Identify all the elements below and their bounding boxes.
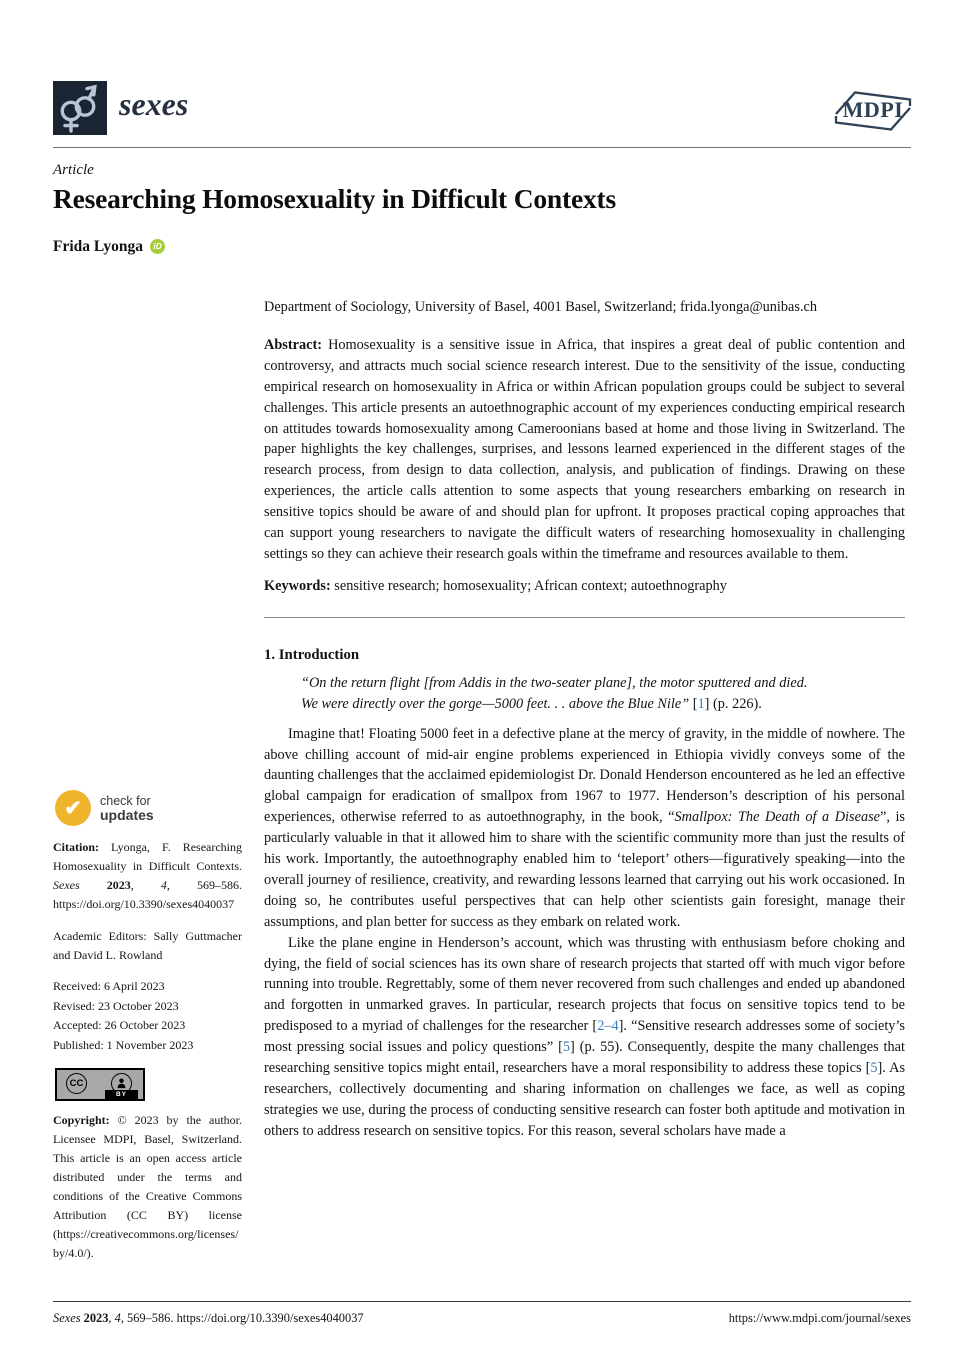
cc-by-license-badge[interactable] bbox=[55, 1068, 145, 1101]
mdpi-wordmark: MDPI bbox=[842, 97, 904, 122]
crossmark-label bbox=[100, 794, 154, 823]
page-footer bbox=[53, 1301, 911, 1326]
copyright-block bbox=[53, 1111, 242, 1262]
copyright-label: Copyright: bbox=[53, 1113, 110, 1128]
text-run: ]. As researchers, collectively documenting and sharing information on challenges we face, as well as coping strategies we use, during the process of conducting sensitive research can foster both aptitude and motivation in others to address research on sensitive topics. For this reason, several scholars have made a bbox=[264, 1060, 906, 1139]
journal-name: sexes bbox=[119, 86, 189, 122]
header-rule bbox=[53, 147, 911, 148]
keywords bbox=[264, 576, 905, 597]
date-published-value: 1 November 2023 bbox=[106, 1037, 194, 1052]
text-run: “On the return flight [from Addis in the two-seater plane], the motor sputtered and died. bbox=[301, 674, 808, 691]
text-run: Like the plane engine in Henderson’s account, which was thrusting with enthusiasm before choking and dying, the field of social sciences has its own share of research projects that started off with much vigor before running into trouble. Regrettably, some of them never recovered from such challenges and ended up abandoned and forgotten in unmarked graves. In particular, research projects that focus on sensitive topics tend to be predisposed to a myriad of challenges for the researcher [ bbox=[264, 934, 905, 1035]
inline-link[interactable]: https://doi.org/10.3390/sexes4040037 bbox=[53, 896, 235, 911]
citation-block bbox=[53, 838, 242, 914]
reference-link[interactable]: 1 bbox=[697, 695, 705, 712]
text-run: [ bbox=[692, 695, 698, 712]
text-run: 2023 bbox=[83, 1311, 109, 1325]
text-run: © 2023 by the author. Licensee MDPI, Basel, Switzerland. This article is an open access article distributed under the terms and conditions of the Creative Commons Attribution (CC BY) license ( bbox=[53, 1113, 243, 1241]
citation-label: Citation: bbox=[53, 840, 99, 854]
text-run: ] (p. 55). Consequently, despite the many challenges that researching sensitive topics might entail, researchers have a moral responsibility to address these topics [ bbox=[264, 1039, 905, 1077]
affiliation bbox=[264, 297, 905, 318]
academic-editors-block bbox=[53, 927, 242, 965]
author-line bbox=[53, 238, 165, 256]
date-revised-label: Revised: bbox=[53, 998, 95, 1013]
text-run: 2023 bbox=[106, 877, 131, 892]
text-run: ] (p. 226). bbox=[704, 695, 762, 712]
text-run: 4 bbox=[160, 877, 167, 892]
crossmark-label-line1: check for bbox=[100, 793, 151, 808]
intro-paragraph-2 bbox=[264, 933, 905, 1142]
date-received-label: Received: bbox=[53, 979, 101, 994]
text-run: ”, is particularly valuable in that it allowed him to share with the scientific community more than just the results of his work. Importantly, the autoethnography enabled him to ‘teleport’ others—figuratively speaking—into the overall journey of resilience, creativity, and rewarding lessons learned that carrying out his work occasioned. In doing so, he contributes useful perspectives that can help other scientists gain foresight, manage their assumptions, and plan better for success as they embark on related work. bbox=[264, 809, 905, 930]
inline-link[interactable]: https://doi.org/10.3390/sexes4040037 bbox=[176, 1311, 364, 1325]
article-type-label: Article bbox=[53, 162, 94, 178]
section-divider bbox=[264, 617, 905, 618]
date-accepted bbox=[53, 1016, 242, 1036]
copyright-text bbox=[53, 1113, 242, 1259]
text-run: Department of Sociology, University of Basel, 4001 Basel, Switzerland; bbox=[264, 299, 680, 315]
abstract bbox=[264, 335, 905, 565]
gender-symbols-icon bbox=[53, 81, 107, 135]
date-revised-value: 23 October 2023 bbox=[98, 998, 179, 1013]
text-run: , bbox=[130, 877, 161, 892]
introduction-heading: 1. Introduction bbox=[264, 646, 360, 663]
text-run: , 569–586. bbox=[166, 877, 243, 892]
text-run: ]. “Sensitive research addresses some of society’s most pressing social issues and policy questions” [ bbox=[264, 1018, 905, 1056]
date-published bbox=[53, 1036, 242, 1056]
date-accepted-label: Accepted: bbox=[53, 1018, 102, 1033]
text-run: Sexes bbox=[53, 1311, 84, 1325]
abstract-text: Homosexuality is a sensitive issue in Africa, that inspires a great deal of public contention and controversy, and attracts much social science research interest. Due to the sensitivity of the issue, conducting empirical research on homosexuality in Africa or within African population groups could be subject to several challenges. This article presents an autoethnographic account of my experiences conducting empirical research on attitudes towards homosexuality among Cameroonians based at home and those living in Switzerland. The paper highlights the key challenges, surprises, and lessons learned experienced in the different stages of the research process, from design to data collection, analysis, and publication of findings. Drawing on these experiences, the article calls attention to some aspects that young researchers embarking on research in sensitive topics should be aware of and should plan for upfront. It proposes practical coping approaches that can support young researchers to navigate the difficult waters of researching homosexuality in challenging settings so they can achieve their research goals within the timeframe and resources available to them. bbox=[264, 336, 905, 562]
article-title: Researching Homosexuality in Difficult Contexts bbox=[53, 183, 616, 214]
crossmark-check-icon: ✔ bbox=[55, 790, 91, 826]
crossmark-label-line2: updates bbox=[100, 807, 154, 823]
date-received bbox=[53, 977, 242, 997]
text-run: We were directly over the gorge—5000 feet. . . above the Blue Nile” bbox=[301, 695, 693, 712]
editors-names: Sally Guttmacher and David L. Rowland bbox=[53, 928, 242, 962]
reference-link[interactable]: 2–4 bbox=[597, 1018, 619, 1035]
date-published-label: Published: bbox=[53, 1037, 104, 1052]
text-run: Imagine that! Floating 5000 feet in a defective plane at the mercy of gravity, in the middle of nowhere. The above chilling account of mid-air engine problems experienced in Ethiopia vividly conveys some of the daunting challenges that the acclaimed epidemiologist Dr. Donald Henderson encountered as he led an effective global campaign for eradication of smallpox from 1967 to 1977. Henderson’s description of his personal experiences, otherwise referred to as autoethnography, in the book, “ bbox=[264, 725, 905, 826]
sidebar-column bbox=[53, 790, 242, 1276]
author-name: Frida Lyonga bbox=[53, 238, 144, 255]
text-run: ). bbox=[86, 1245, 94, 1260]
epigraph-quote bbox=[301, 673, 869, 715]
journal-url-link[interactable]: https://www.mdpi.com/journal/sexes bbox=[728, 1311, 911, 1325]
text-run: 4 bbox=[114, 1311, 121, 1325]
abstract-label: Abstract: bbox=[264, 336, 322, 353]
article-dates bbox=[53, 977, 242, 1055]
text-run: , 569–586. bbox=[120, 1311, 177, 1325]
orcid-icon[interactable]: iD bbox=[150, 239, 165, 254]
text-run: Lyonga, F. Researching Homosexuality in Difficult Contexts. bbox=[53, 840, 243, 873]
reference-link[interactable]: 5 bbox=[562, 1039, 571, 1056]
date-accepted-value: 26 October 2023 bbox=[104, 1018, 186, 1033]
editors-label: Academic Editors: bbox=[53, 928, 147, 943]
text-run: Smallpox: The Death of a Disease bbox=[674, 809, 880, 826]
footer-citation bbox=[53, 1311, 364, 1326]
cc-by-label: BY bbox=[105, 1090, 138, 1099]
reference-link[interactable]: 5 bbox=[870, 1060, 878, 1077]
keywords-text: sensitive research; homosexuality; African context; autoethnography bbox=[334, 577, 727, 594]
text-run: Sexes bbox=[53, 877, 107, 892]
intro-paragraph-1 bbox=[264, 724, 905, 933]
sexes-journal-logo[interactable] bbox=[53, 81, 107, 135]
keywords-label: Keywords: bbox=[264, 577, 331, 594]
text-run: , bbox=[108, 1311, 115, 1325]
mdpi-logo[interactable] bbox=[831, 86, 915, 136]
check-for-updates-button[interactable] bbox=[55, 790, 242, 826]
cc-icon: CC bbox=[66, 1073, 87, 1094]
date-revised bbox=[53, 997, 242, 1017]
inline-link[interactable]: frida.lyonga@unibas.ch bbox=[680, 299, 818, 315]
inline-link[interactable]: https://creativecommons.org/licenses/by/4.0/ bbox=[53, 1226, 239, 1260]
main-column bbox=[264, 297, 905, 1142]
date-received-value: 6 April 2023 bbox=[103, 979, 165, 994]
